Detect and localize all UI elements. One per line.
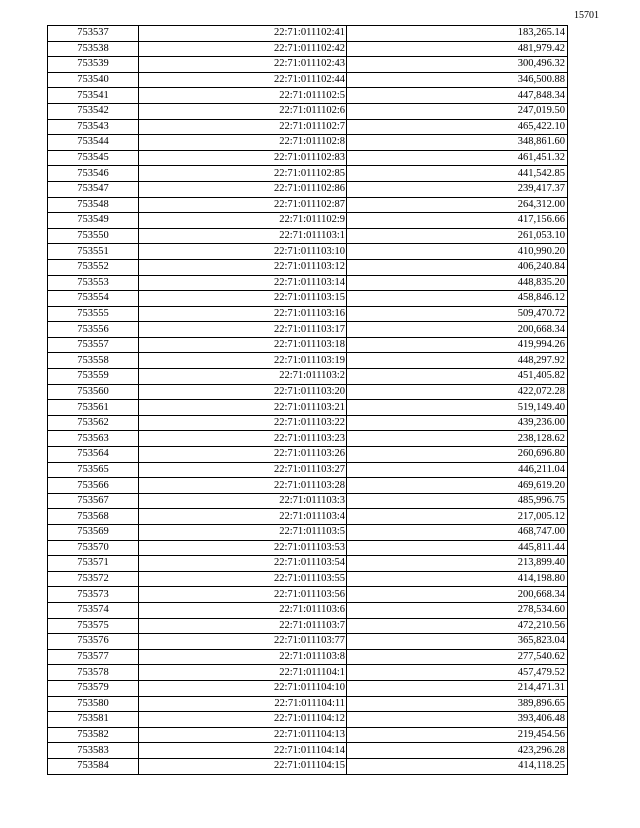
cadastral-number-cell: 22:71:011103:22: [139, 415, 347, 431]
cadastral-number-cell: 22:71:011103:4: [139, 509, 347, 525]
cadastral-number-cell: 22:71:011103:23: [139, 431, 347, 447]
table-row: [48, 571, 568, 587]
cadastral-number-cell: 22:71:011103:20: [139, 384, 347, 400]
table-row: [48, 712, 568, 728]
cadastral-value-cell: 239,417.37: [347, 181, 568, 197]
cadastral-number-cell: 22:71:011103:7: [139, 618, 347, 634]
table-row: [48, 228, 568, 244]
cadastral-value-cell: 247,019.50: [347, 103, 568, 119]
table-row: [48, 26, 568, 42]
row-number-cell: 753556: [48, 322, 139, 338]
row-number-cell: 753553: [48, 275, 139, 291]
row-number-cell: 753543: [48, 119, 139, 135]
cadastral-number-cell: 22:71:011104:14: [139, 743, 347, 759]
cadastral-number-cell: 22:71:011103:1: [139, 228, 347, 244]
cadastral-number-cell: 22:71:011103:55: [139, 571, 347, 587]
table-row: [48, 275, 568, 291]
table-row: [48, 727, 568, 743]
cadastral-number-cell: 22:71:011102:43: [139, 57, 347, 73]
table-row: [48, 57, 568, 73]
row-number-cell: 753566: [48, 478, 139, 494]
table-row: [48, 680, 568, 696]
cadastral-number-cell: 22:71:011103:53: [139, 540, 347, 556]
row-number-cell: 753580: [48, 696, 139, 712]
table-row: [48, 150, 568, 166]
cadastral-number-cell: 22:71:011103:54: [139, 556, 347, 572]
cadastral-value-cell: 264,312.00: [347, 197, 568, 213]
cadastral-value-cell: 439,236.00: [347, 415, 568, 431]
row-number-cell: 753539: [48, 57, 139, 73]
cadastral-number-cell: 22:71:011104:13: [139, 727, 347, 743]
row-number-cell: 753570: [48, 540, 139, 556]
table-row: [48, 696, 568, 712]
table-row: [48, 649, 568, 665]
table-row: [48, 602, 568, 618]
cadastral-value-cell: 465,422.10: [347, 119, 568, 135]
cadastral-value-cell: 183,265.14: [347, 26, 568, 42]
table-row: [48, 259, 568, 275]
cadastral-number-cell: 22:71:011102:9: [139, 213, 347, 229]
row-number-cell: 753573: [48, 587, 139, 603]
cadastral-number-cell: 22:71:011102:5: [139, 88, 347, 104]
cadastral-value-cell: 519,149.40: [347, 400, 568, 416]
cadastral-value-cell: 278,534.60: [347, 602, 568, 618]
row-number-cell: 753552: [48, 259, 139, 275]
row-number-cell: 753547: [48, 181, 139, 197]
table-row: [48, 135, 568, 151]
cadastral-value-cell: 219,454.56: [347, 727, 568, 743]
table-row: [48, 244, 568, 260]
cadastral-value-cell: 410,990.20: [347, 244, 568, 260]
cadastral-number-cell: 22:71:011104:10: [139, 680, 347, 696]
cadastral-value-cell: 200,668.34: [347, 322, 568, 338]
row-number-cell: 753563: [48, 431, 139, 447]
row-number-cell: 753583: [48, 743, 139, 759]
cadastral-value-cell: 365,823.04: [347, 634, 568, 650]
cadastral-number-cell: 22:71:011102:86: [139, 181, 347, 197]
cadastral-value-cell: 485,996.75: [347, 493, 568, 509]
cadastral-number-cell: 22:71:011103:3: [139, 493, 347, 509]
cadastral-number-cell: 22:71:011104:1: [139, 665, 347, 681]
cadastral-value-cell: 468,747.00: [347, 525, 568, 541]
row-number-cell: 753572: [48, 571, 139, 587]
row-number-cell: 753554: [48, 291, 139, 307]
cadastral-value-cell: 414,198.80: [347, 571, 568, 587]
table-row: [48, 743, 568, 759]
row-number-cell: 753568: [48, 509, 139, 525]
cadastral-value-cell: 448,835.20: [347, 275, 568, 291]
table-row: [48, 540, 568, 556]
row-number-cell: 753550: [48, 228, 139, 244]
cadastral-number-cell: 22:71:011102:41: [139, 26, 347, 42]
cadastral-value-cell: 422,072.28: [347, 384, 568, 400]
row-number-cell: 753577: [48, 649, 139, 665]
cadastral-value-cell: 238,128.62: [347, 431, 568, 447]
cadastral-value-cell: 448,297.92: [347, 353, 568, 369]
cadastral-value-cell: 472,210.56: [347, 618, 568, 634]
row-number-cell: 753565: [48, 462, 139, 478]
row-number-cell: 753579: [48, 680, 139, 696]
table-row: [48, 306, 568, 322]
row-number-cell: 753542: [48, 103, 139, 119]
cadastral-value-cell: 457,479.52: [347, 665, 568, 681]
cadastral-value-cell: 423,296.28: [347, 743, 568, 759]
cadastral-number-cell: 22:71:011103:16: [139, 306, 347, 322]
row-number-cell: 753571: [48, 556, 139, 572]
table-row: [48, 493, 568, 509]
table-body: [48, 26, 568, 775]
cadastral-number-cell: 22:71:011103:27: [139, 462, 347, 478]
cadastral-number-cell: 22:71:011103:18: [139, 337, 347, 353]
row-number-cell: 753557: [48, 337, 139, 353]
table-row: [48, 213, 568, 229]
cadastral-value-cell: 481,979.42: [347, 41, 568, 57]
table-row: [48, 337, 568, 353]
table-row: [48, 291, 568, 307]
cadastral-value-cell: 419,994.26: [347, 337, 568, 353]
row-number-cell: 753576: [48, 634, 139, 650]
cadastral-value-cell: 346,500.88: [347, 72, 568, 88]
cadastral-value-cell: 214,471.31: [347, 680, 568, 696]
cadastral-value-cell: 406,240.84: [347, 259, 568, 275]
cadastral-number-cell: 22:71:011103:26: [139, 447, 347, 463]
cadastral-number-cell: 22:71:011104:15: [139, 758, 347, 774]
row-number-cell: 753561: [48, 400, 139, 416]
cadastral-value-cell: 417,156.66: [347, 213, 568, 229]
row-number-cell: 753567: [48, 493, 139, 509]
cadastral-number-cell: 22:71:011103:28: [139, 478, 347, 494]
row-number-cell: 753545: [48, 150, 139, 166]
cadastral-value-cell: 261,053.10: [347, 228, 568, 244]
cadastral-number-cell: 22:71:011103:8: [139, 649, 347, 665]
table-row: [48, 353, 568, 369]
table-row: [48, 447, 568, 463]
table-row: [48, 525, 568, 541]
table-row: [48, 618, 568, 634]
cadastral-value-cell: 260,696.80: [347, 447, 568, 463]
row-number-cell: 753569: [48, 525, 139, 541]
cadastral-value-cell: 300,496.32: [347, 57, 568, 73]
cadastral-value-cell: 277,540.62: [347, 649, 568, 665]
cadastral-value-table: [47, 25, 568, 775]
cadastral-number-cell: 22:71:011103:14: [139, 275, 347, 291]
row-number-cell: 753564: [48, 447, 139, 463]
cadastral-value-cell: 446,211.04: [347, 462, 568, 478]
cadastral-number-cell: 22:71:011103:21: [139, 400, 347, 416]
table-row: [48, 462, 568, 478]
table-row: [48, 665, 568, 681]
table-row: [48, 88, 568, 104]
row-number-cell: 753558: [48, 353, 139, 369]
row-number-cell: 753546: [48, 166, 139, 182]
table-row: [48, 587, 568, 603]
table-row: [48, 103, 568, 119]
table-row: [48, 181, 568, 197]
cadastral-number-cell: 22:71:011102:85: [139, 166, 347, 182]
cadastral-value-cell: 447,848.34: [347, 88, 568, 104]
row-number-cell: 753582: [48, 727, 139, 743]
table-row: [48, 322, 568, 338]
cadastral-value-cell: 441,542.85: [347, 166, 568, 182]
row-number-cell: 753575: [48, 618, 139, 634]
cadastral-value-cell: 348,861.60: [347, 135, 568, 151]
table-row: [48, 400, 568, 416]
cadastral-value-cell: 414,118.25: [347, 758, 568, 774]
cadastral-value-cell: 461,451.32: [347, 150, 568, 166]
table-row: [48, 509, 568, 525]
cadastral-number-cell: 22:71:011102:42: [139, 41, 347, 57]
table-row: [48, 72, 568, 88]
row-number-cell: 753548: [48, 197, 139, 213]
table-row: [48, 431, 568, 447]
cadastral-value-cell: 469,619.20: [347, 478, 568, 494]
cadastral-number-cell: 22:71:011102:83: [139, 150, 347, 166]
cadastral-number-cell: 22:71:011102:8: [139, 135, 347, 151]
table-row: [48, 119, 568, 135]
cadastral-value-cell: 458,846.12: [347, 291, 568, 307]
table-row: [48, 415, 568, 431]
row-number-cell: 753574: [48, 602, 139, 618]
cadastral-value-cell: 445,811.44: [347, 540, 568, 556]
cadastral-number-cell: 22:71:011103:19: [139, 353, 347, 369]
row-number-cell: 753551: [48, 244, 139, 260]
cadastral-number-cell: 22:71:011103:10: [139, 244, 347, 260]
row-number-cell: 753562: [48, 415, 139, 431]
cadastral-value-cell: 451,405.82: [347, 369, 568, 385]
table-row: [48, 41, 568, 57]
table-row: [48, 166, 568, 182]
cadastral-number-cell: 22:71:011102:87: [139, 197, 347, 213]
cadastral-number-cell: 22:71:011103:12: [139, 259, 347, 275]
row-number-cell: 753540: [48, 72, 139, 88]
cadastral-number-cell: 22:71:011104:11: [139, 696, 347, 712]
row-number-cell: 753544: [48, 135, 139, 151]
row-number-cell: 753549: [48, 213, 139, 229]
cadastral-value-cell: 213,899.40: [347, 556, 568, 572]
cadastral-value-cell: 217,005.12: [347, 509, 568, 525]
table-row: [48, 384, 568, 400]
row-number-cell: 753541: [48, 88, 139, 104]
cadastral-value-cell: 200,668.34: [347, 587, 568, 603]
cadastral-value-cell: 389,896.65: [347, 696, 568, 712]
cadastral-value-cell: 393,406.48: [347, 712, 568, 728]
row-number-cell: 753537: [48, 26, 139, 42]
cadastral-number-cell: 22:71:011102:44: [139, 72, 347, 88]
page-number: 15701: [574, 10, 599, 21]
table-row: [48, 634, 568, 650]
cadastral-number-cell: 22:71:011102:7: [139, 119, 347, 135]
row-number-cell: 753584: [48, 758, 139, 774]
table-row: [48, 478, 568, 494]
cadastral-value-cell: 509,470.72: [347, 306, 568, 322]
row-number-cell: 753581: [48, 712, 139, 728]
row-number-cell: 753578: [48, 665, 139, 681]
table-row: [48, 556, 568, 572]
cadastral-number-cell: 22:71:011104:12: [139, 712, 347, 728]
table-row: [48, 758, 568, 774]
cadastral-number-cell: 22:71:011103:5: [139, 525, 347, 541]
row-number-cell: 753560: [48, 384, 139, 400]
table-row: [48, 369, 568, 385]
cadastral-number-cell: 22:71:011103:6: [139, 602, 347, 618]
cadastral-number-cell: 22:71:011103:56: [139, 587, 347, 603]
cadastral-number-cell: 22:71:011102:6: [139, 103, 347, 119]
cadastral-number-cell: 22:71:011103:15: [139, 291, 347, 307]
row-number-cell: 753559: [48, 369, 139, 385]
row-number-cell: 753538: [48, 41, 139, 57]
cadastral-number-cell: 22:71:011103:17: [139, 322, 347, 338]
cadastral-number-cell: 22:71:011103:77: [139, 634, 347, 650]
row-number-cell: 753555: [48, 306, 139, 322]
cadastral-number-cell: 22:71:011103:2: [139, 369, 347, 385]
table-row: [48, 197, 568, 213]
